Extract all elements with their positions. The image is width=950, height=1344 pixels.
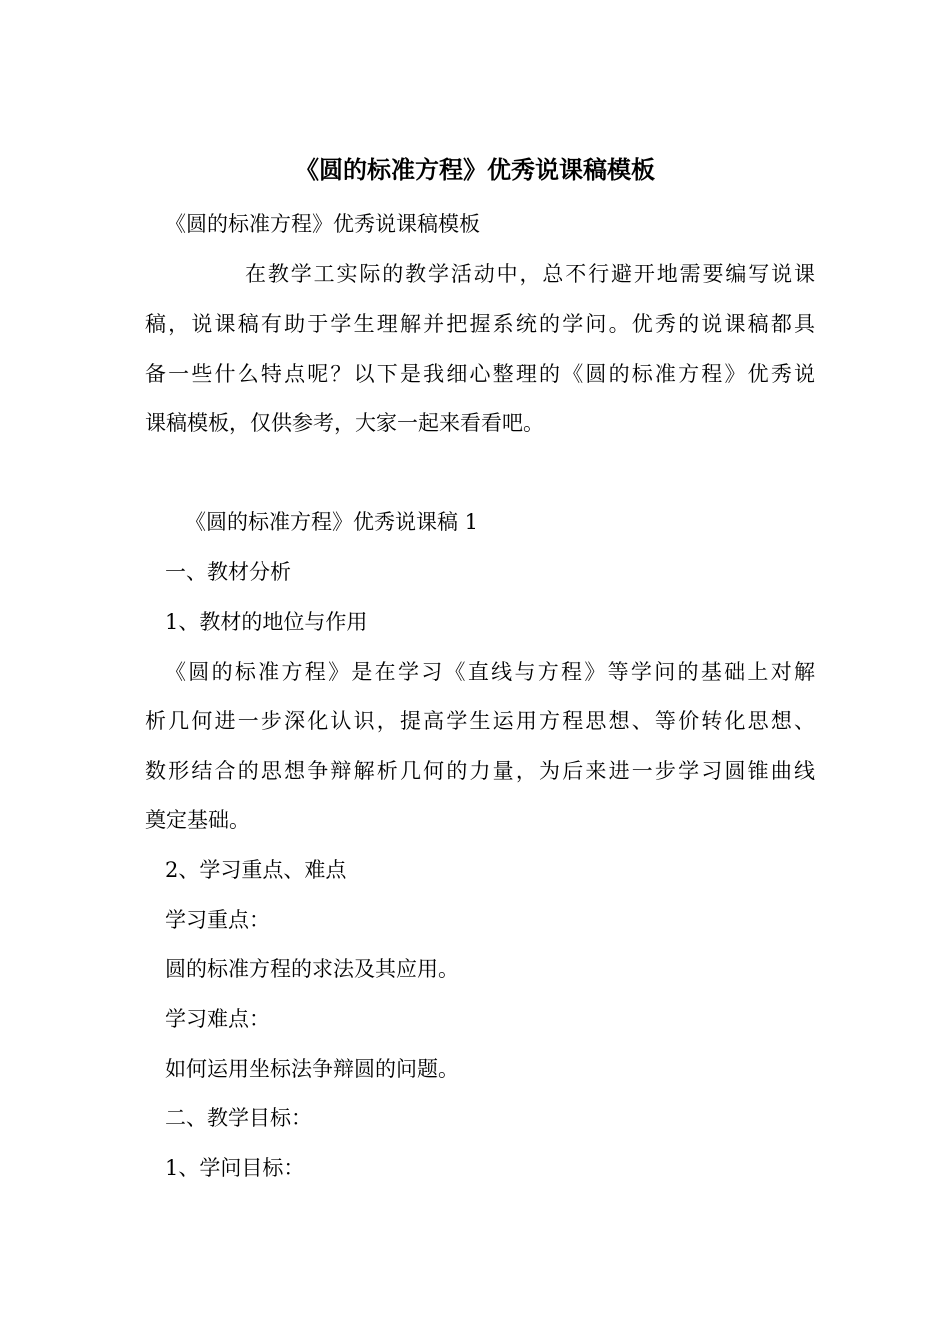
difficulty-label: 学习难点： — [165, 1007, 270, 1031]
document-title: 《圆的标准方程》优秀说课稿模板 — [295, 156, 655, 184]
difficulty-text: 如何运用坐标法争辩圆的问题。 — [165, 1057, 459, 1081]
part2-heading: 二、教学目标： — [165, 1106, 312, 1130]
part1-heading: 一、教材分析 — [165, 560, 291, 584]
key-point-text: 圆的标准方程的求法及其应用。 — [165, 957, 459, 981]
part2-subheading-knowledge: 1、学问目标： — [165, 1156, 305, 1180]
key-point-label: 学习重点： — [165, 908, 270, 932]
intro-line-3: 备一些什么特点呢？以下是我细心整理的《圆的标准方程》优秀说 — [145, 362, 815, 386]
part1-paragraph-line-1: 《圆的标准方程》是在学习《直线与方程》等学问的基础上对解 — [165, 660, 815, 684]
document-subtitle: 《圆的标准方程》优秀说课稿模板 — [165, 212, 480, 236]
part1-paragraph-line-4: 奠定基础。 — [145, 808, 250, 832]
intro-line-2: 稿，说课稿有助于学生理解并把握系统的学问。优秀的说课稿都具 — [145, 312, 815, 336]
part1-subheading-role: 1、教材的地位与作用 — [165, 610, 368, 634]
intro-line-1: 在教学工实际的教学活动中，总不行避开地需要编写说课 — [245, 262, 815, 286]
part1-paragraph-line-3: 数形结合的思想争辩解析几何的力量，为后来进一步学习圆锥曲线 — [145, 759, 815, 783]
intro-line-4: 课稿模板，仅供参考，大家一起来看看吧。 — [145, 411, 544, 435]
part1-subheading-keypoints: 2、学习重点、难点 — [165, 858, 347, 882]
section-heading: 《圆的标准方程》优秀说课稿 1 — [185, 510, 479, 534]
part1-paragraph-line-2: 析几何进一步深化认识，提高学生运用方程思想、等价转化思想、 — [145, 709, 815, 733]
